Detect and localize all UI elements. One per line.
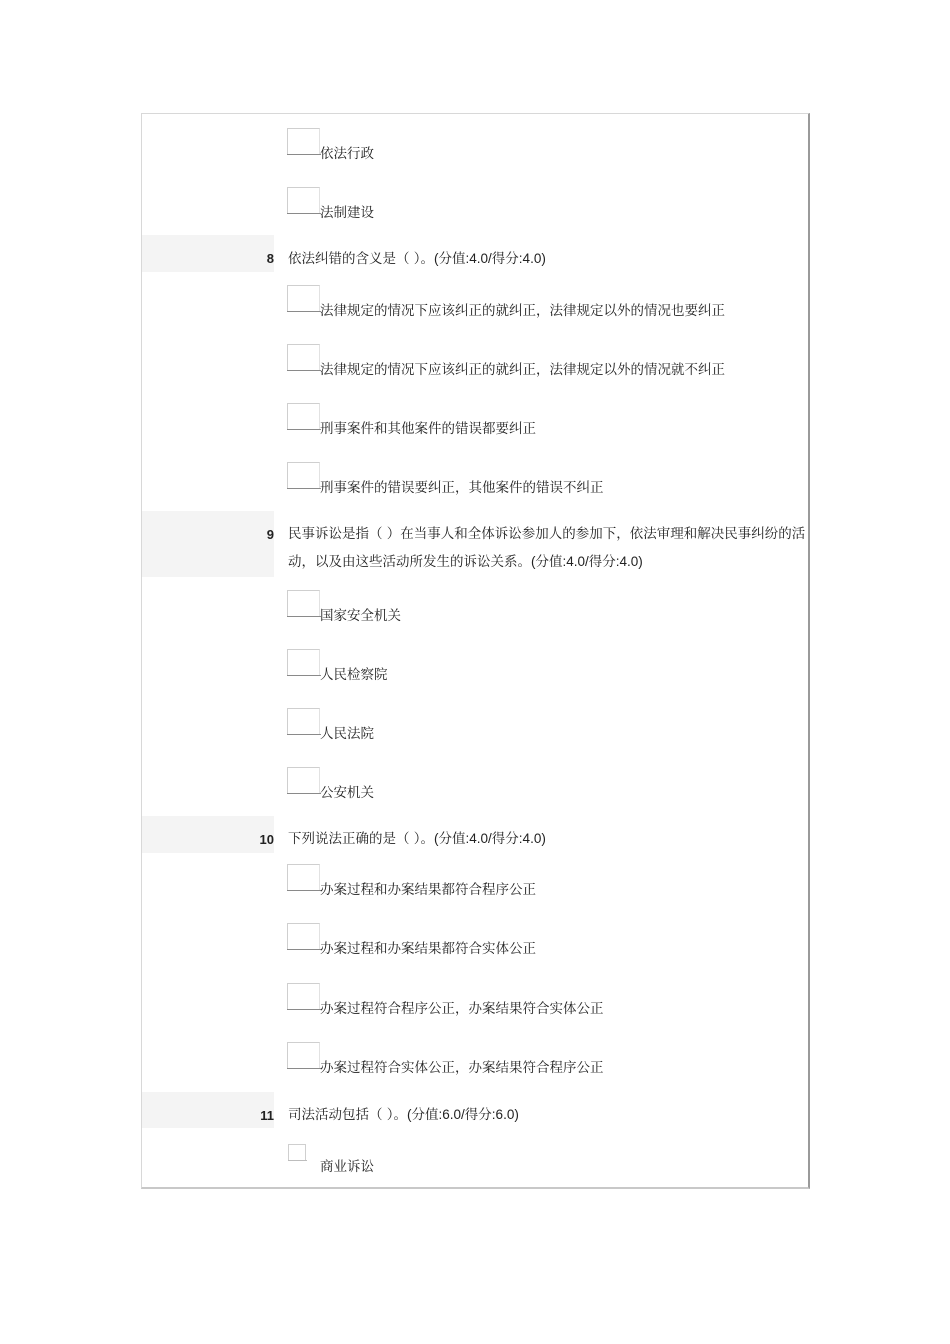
question-text xyxy=(288,521,808,576)
option-label: 人民检察院 xyxy=(320,667,388,683)
option-checkbox[interactable] xyxy=(287,1042,320,1068)
option-checkbox[interactable] xyxy=(287,462,320,488)
option-label: 人民法院 xyxy=(320,726,374,742)
option-checkbox[interactable] xyxy=(287,128,320,154)
option-label: 办案过程符合实体公正，办案结果符合程序公正 xyxy=(320,1060,604,1076)
question-number: 8 xyxy=(266,251,274,266)
question-score: (分值:6.0/得分:6.0) xyxy=(407,1107,519,1122)
option-label: 办案过程和办案结果都符合程序公正 xyxy=(320,882,536,898)
question-text xyxy=(288,825,808,853)
option-label: 公安机关 xyxy=(320,785,374,801)
option-checkbox[interactable] xyxy=(287,983,320,1009)
option-label: 刑事案件的错误要纠正，其他案件的错误不纠正 xyxy=(320,480,604,496)
question-list-panel xyxy=(141,113,810,1189)
option-label: 办案过程符合程序公正，办案结果符合实体公正 xyxy=(320,1001,604,1017)
question-score: (分值:4.0/得分:4.0) xyxy=(434,251,546,266)
question-number: 10 xyxy=(259,832,274,847)
question-stem: 依法纠错的含义是（ ）。 xyxy=(288,251,435,267)
option-label: 商业诉讼 xyxy=(320,1159,374,1175)
question-stem: 司法活动包括（ ）。 xyxy=(288,1107,408,1123)
option-checkbox[interactable] xyxy=(287,708,320,734)
option-checkbox[interactable] xyxy=(287,403,320,429)
option-checkbox[interactable] xyxy=(287,767,320,793)
question-number-cell xyxy=(142,511,274,577)
option-label: 依法行政 xyxy=(320,146,374,162)
option-label: 国家安全机关 xyxy=(320,608,401,624)
option-checkbox[interactable] xyxy=(288,1144,306,1160)
option-label: 办案过程和办案结果都符合实体公正 xyxy=(320,941,536,957)
question-score: (分值:4.0/得分:4.0) xyxy=(434,831,546,846)
question-number: 11 xyxy=(260,1108,274,1123)
option-label: 刑事案件和其他案件的错误都要纠正 xyxy=(320,421,536,437)
question-text xyxy=(288,1101,808,1129)
question-text xyxy=(288,245,808,273)
option-checkbox[interactable] xyxy=(287,590,320,616)
option-label: 法律规定的情况下应该纠正的就纠正，法律规定以外的情况也要纠正 xyxy=(320,303,725,319)
option-label: 法律规定的情况下应该纠正的就纠正，法律规定以外的情况就不纠正 xyxy=(320,362,725,378)
option-checkbox[interactable] xyxy=(287,923,320,949)
question-stem: 下列说法正确的是（ ）。 xyxy=(288,831,435,847)
option-checkbox[interactable] xyxy=(287,649,320,675)
option-checkbox[interactable] xyxy=(287,344,320,370)
option-label: 法制建设 xyxy=(320,205,374,221)
option-checkbox[interactable] xyxy=(287,285,320,311)
option-checkbox[interactable] xyxy=(287,864,320,890)
option-checkbox[interactable] xyxy=(287,187,320,213)
question-number: 9 xyxy=(266,527,274,542)
question-score: (分值:4.0/得分:4.0) xyxy=(531,554,643,569)
question-stem: 民事诉讼是指（ ）在当事人和全体诉讼参加人的参加下，依法审理和解决民事纠纷的活动，以及由这些活动所发生的诉讼关系。 xyxy=(288,526,806,570)
